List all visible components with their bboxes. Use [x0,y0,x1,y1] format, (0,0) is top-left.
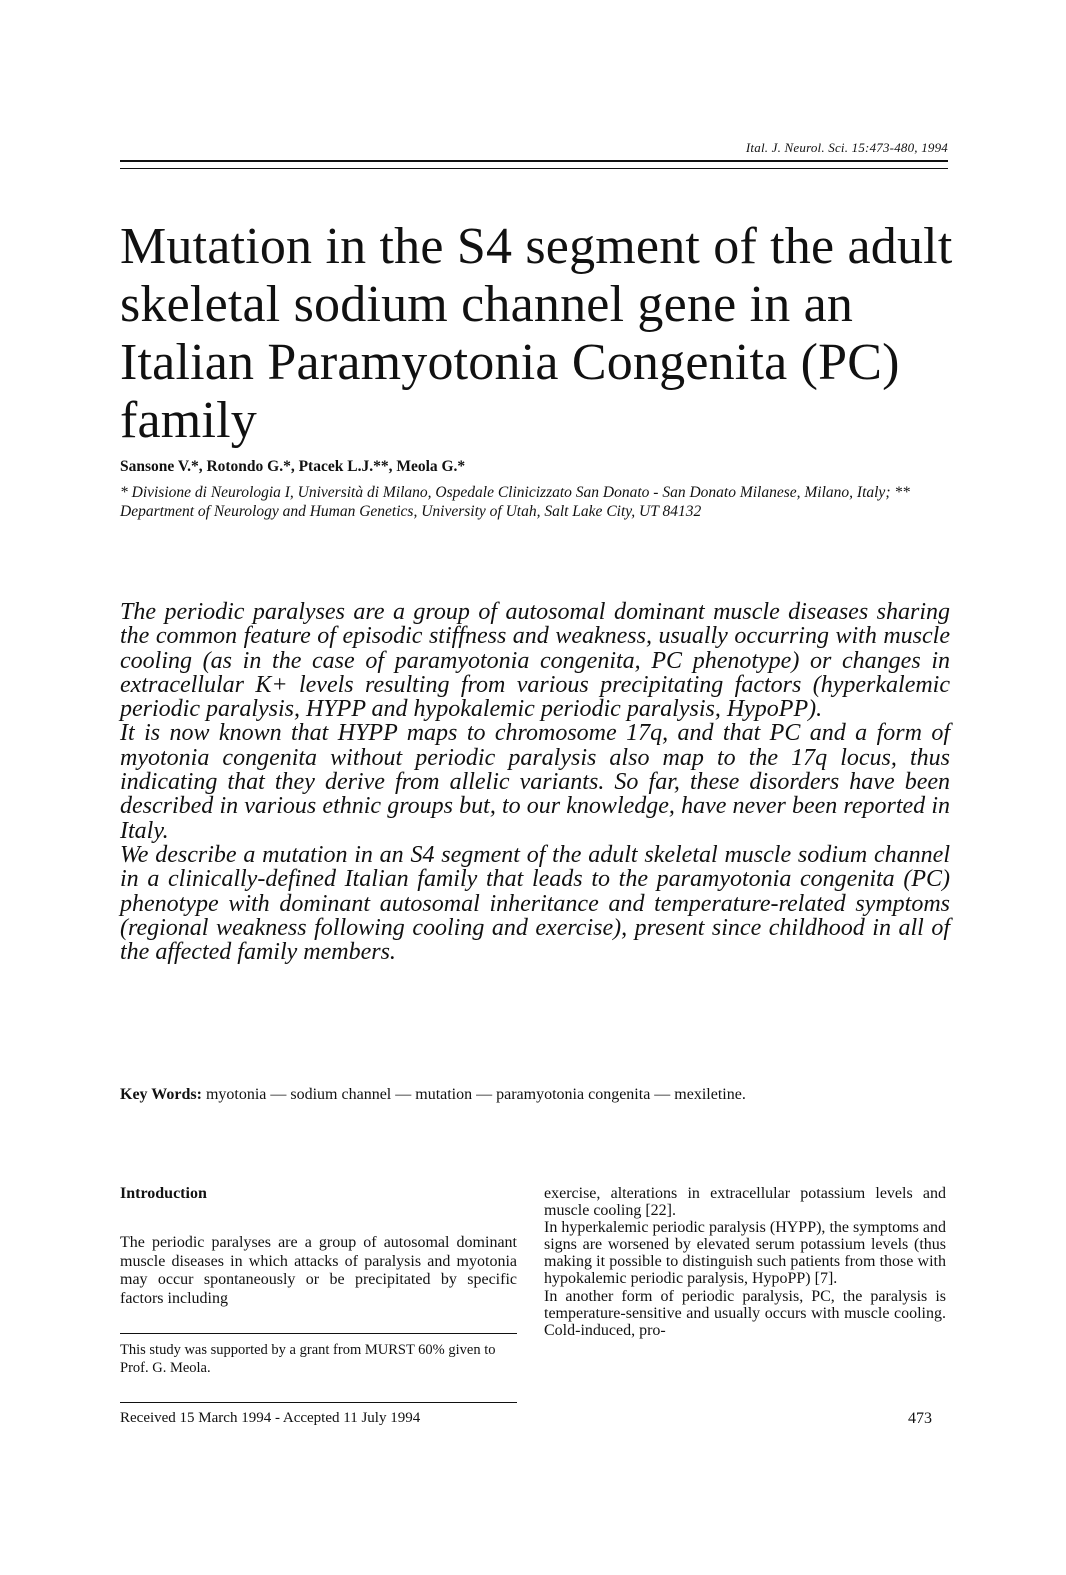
section-heading-introduction: Introduction [120,1185,207,1202]
footer-rule [120,1402,517,1403]
received-dates: Received 15 March 1994 - Accepted 11 July 1994 [120,1410,421,1426]
introduction-paragraph-left: The periodic paralyses are a group of autosomal dominant muscle diseases in which attacks of paralysis and myotonia may occur spontaneously or be precipitated by specific factors including [120,1234,517,1307]
page-number: 473 [908,1410,932,1427]
abstract-paragraph: The periodic paralyses are a group of autosomal dominant muscle diseases sharing the common feature of episodic stiffness and weakness, usually occurring with muscle cooling (as in the case of paramyotonia congenita, PC phenotype) or changes in extracellular K+ levels resulting from various precipitating factors (hyperkalemic periodic paralysis, HYPP and hypokalemic periodic paralysis, HypoPP). [120,599,950,723]
keywords-label: Key Words: [120,1086,202,1103]
introduction-paragraph: In another form of periodic paralysis, PC, the paralysis is temperature-sensitive and usually occurs with muscle cooling. Cold-induced, pro- [544,1287,946,1339]
abstract-paragraph: We describe a mutation in an S4 segment of the adult skeletal muscle sodium channel in a clinically-defined Italian family that leads to the paramyotonia congenita (PC) phenotype with dominant autosomal inheritance and temperature-related symptoms (regional weakness following cooling and exercise), present since childhood in all of the affected family members. [120,841,950,966]
abstract-paragraph: It is now known that HYPP maps to chromosome 17q, and that PC and a form of myotonia congenita without periodic paralysis also map to the 17q locus, thus indicating that they derive from allelic variants. So far, these disorders have been described in various ethnic groups but, to our knowledge, have never been reported in Italy. [120,720,950,844]
introduction-paragraph: In hyperkalemic periodic paralysis (HYPP), the symptoms and signs are worsened by elevated serum potassium levels (thus making it possible to distinguish such patients from those with hypokalemic periodic paralysis, HypoPP) [7]. [544,1219,946,1288]
header-rule-thin [120,168,948,169]
keywords [120,1086,950,1104]
header-rule-thick [120,160,948,162]
introduction-paragraph: exercise, alterations in extracellular potassium levels and muscle cooling [22]. [544,1185,946,1220]
article-title: Mutation in the S4 segment of the adult skeletal sodium channel gene in an Italian Paramyotonia Congenita (PC) family [120,218,953,449]
author-list: Sansone V.*, Rotondo G.*, Ptacek L.J.**, Meola G.* [120,458,466,475]
footnote-rule [120,1333,517,1334]
introduction-right-column [544,1185,946,1339]
abstract [120,600,950,964]
journal-reference: Ital. J. Neurol. Sci. 15:473-480, 1994 [745,140,948,155]
funding-footnote: This study was supported by a grant from MURST 60% given to Prof. G. Meola. [120,1342,496,1376]
keywords-text: myotonia — sodium channel — mutation — paramyotonia congenita — mexiletine. [205,1086,746,1103]
affiliations: * Divisione di Neurologia I, Università di Milano, Ospedale Clinicizzato San Donato - San Donato Milanese, Milano, Italy; ** Department of Neurology and Human Genetics, University of Utah, Salt Lake City, UT 84132 [120,484,910,520]
